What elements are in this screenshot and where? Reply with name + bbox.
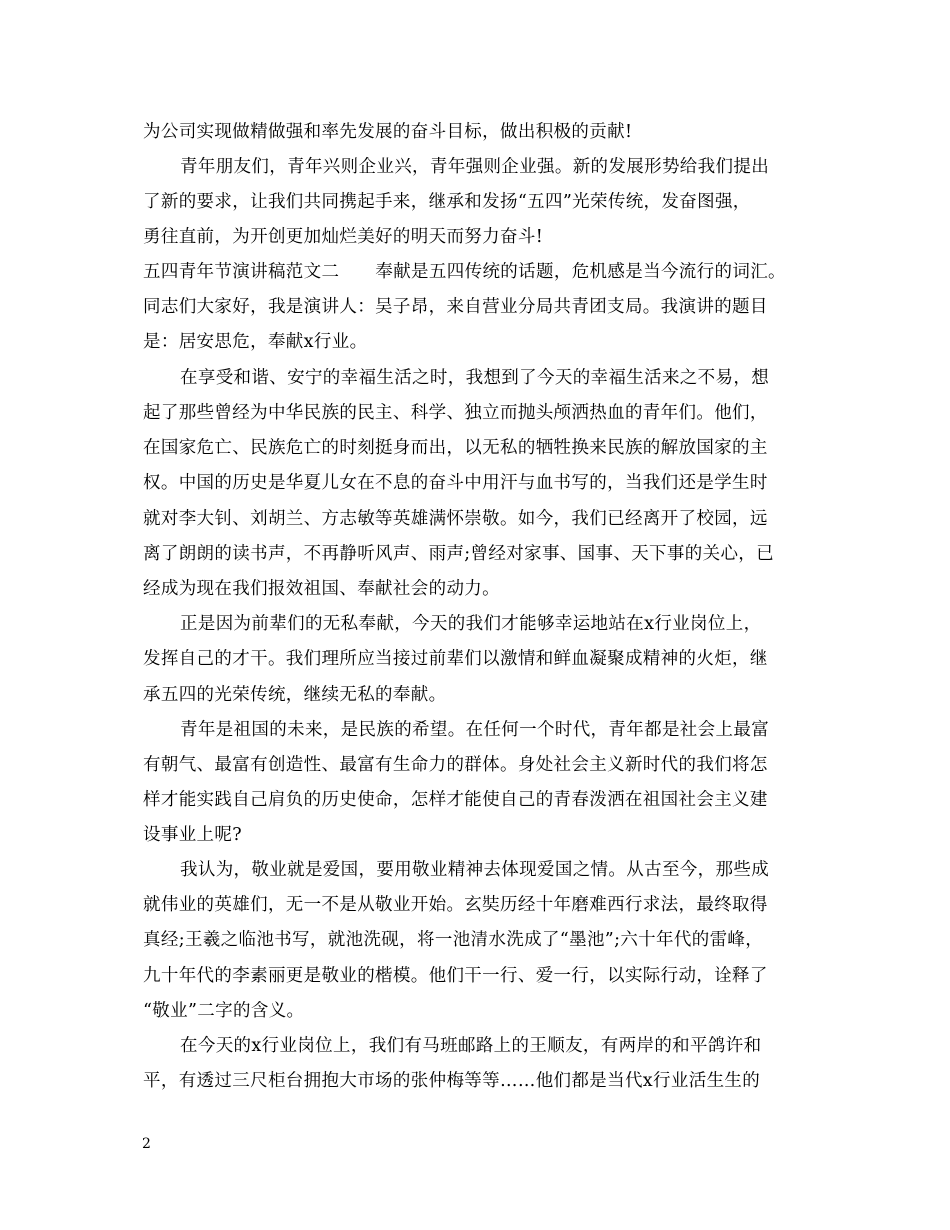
text-line: 正是因为前辈们的无私奉献，今天的我们才能够幸运地站在x行业岗位上， bbox=[180, 614, 762, 634]
text-line: 有朝气、最富有创造性、最富有生命力的群体。身处社会主义新时代的我们将怎 bbox=[143, 755, 768, 775]
text-line: 离了朗朗的读书声，不再静听风声、雨声;曾经对家事、国事、天下事的关心，已 bbox=[143, 544, 774, 564]
text-line: 在今天的x行业岗位上，我们有马班邮路上的王顺友，有两岸的和平鸽许和 bbox=[180, 1036, 762, 1056]
text-line: 勇往直前，为开创更加灿烂美好的明天而努力奋斗! bbox=[143, 227, 544, 247]
text-line: 同志们大家好，我是演讲人：吴子昂，来自营业分局共青团支局。我演讲的题目 bbox=[143, 297, 768, 317]
text-line: 就伟业的英雄们，无一不是从敬业开始。玄奘历经十年磨难西行求法，最终取得 bbox=[143, 895, 768, 915]
text-line: 权。中国的历史是华夏儿女在不息的奋斗中用汗与血书写的，当我们还是学生时 bbox=[143, 473, 768, 493]
text-line: 了新的要求，让我们共同携起手来，继承和发扬“五四”光荣传统，发奋图强， bbox=[143, 192, 751, 212]
section-heading-line bbox=[143, 260, 786, 284]
text-line: 在享受和谐、安宁的幸福生活之时，我想到了今天的幸福生活来之不易，想 bbox=[180, 368, 770, 388]
text-line: 是：居安思危，奉献x行业。 bbox=[143, 332, 368, 352]
text-line: 我认为，敬业就是爱国，要用敬业精神去体现爱国之情。从古至今，那些成 bbox=[180, 860, 770, 880]
text-line: 青年是祖国的未来，是民族的希望。在任何一个时代，青年都是社会上最富 bbox=[180, 720, 770, 740]
text-line: 在国家危亡、民族危亡的时刻挺身而出，以无私的牺牲换来民族的解放国家的主 bbox=[143, 438, 768, 458]
text-line: 青年朋友们，青年兴则企业兴，青年强则企业强。新的发展形势给我们提出 bbox=[180, 157, 770, 177]
text-line: 样才能实践自己肩负的历史使命，怎样才能使自己的青春泼洒在祖国社会主义建 bbox=[143, 790, 768, 810]
text-line: 平，有透过三尺柜台拥抱大市场的张仲梅等等……他们都是当代x行业活生生的 bbox=[143, 1071, 761, 1091]
text-line: 经成为现在我们报效祖国、奉献社会的动力。 bbox=[143, 579, 500, 599]
section-title: 五四青年节演讲稿范文二 bbox=[143, 262, 340, 282]
text-line: 为公司实现做精做强和率先发展的奋斗目标，做出积极的贡献! bbox=[143, 122, 633, 142]
text-line: 起了那些曾经为中华民族的民主、科学、独立而抛头颅洒热血的青年们。他们， bbox=[143, 403, 768, 423]
text-line: “敬业”二字的含义。 bbox=[143, 1001, 305, 1021]
text-line: 九十年代的李素丽更是敬业的楷模。他们干一行、爱一行，以实际行动，诠释了 bbox=[143, 966, 768, 986]
page-number: 2 bbox=[142, 1136, 151, 1152]
text-line: 发挥自己的才干。我们理所应当接过前辈们以激情和鲜血凝聚成精神的火炬，继 bbox=[143, 649, 768, 669]
text-line: 真经;王羲之临池书写，就池洗砚，将一池清水洗成了“墨池”;六十年代的雷峰， bbox=[143, 930, 764, 950]
text-line: 承五四的光荣传统，继续无私的奉献。 bbox=[143, 685, 447, 705]
section-lead-text: 奉献是五四传统的话题，危机感是当今流行的词汇。 bbox=[375, 262, 786, 282]
text-line: 就对李大钊、刘胡兰、方志敏等英雄满怀崇敬。如今，我们已经离开了校园，远 bbox=[143, 509, 768, 529]
text-line: 设事业上呢? bbox=[143, 825, 242, 845]
